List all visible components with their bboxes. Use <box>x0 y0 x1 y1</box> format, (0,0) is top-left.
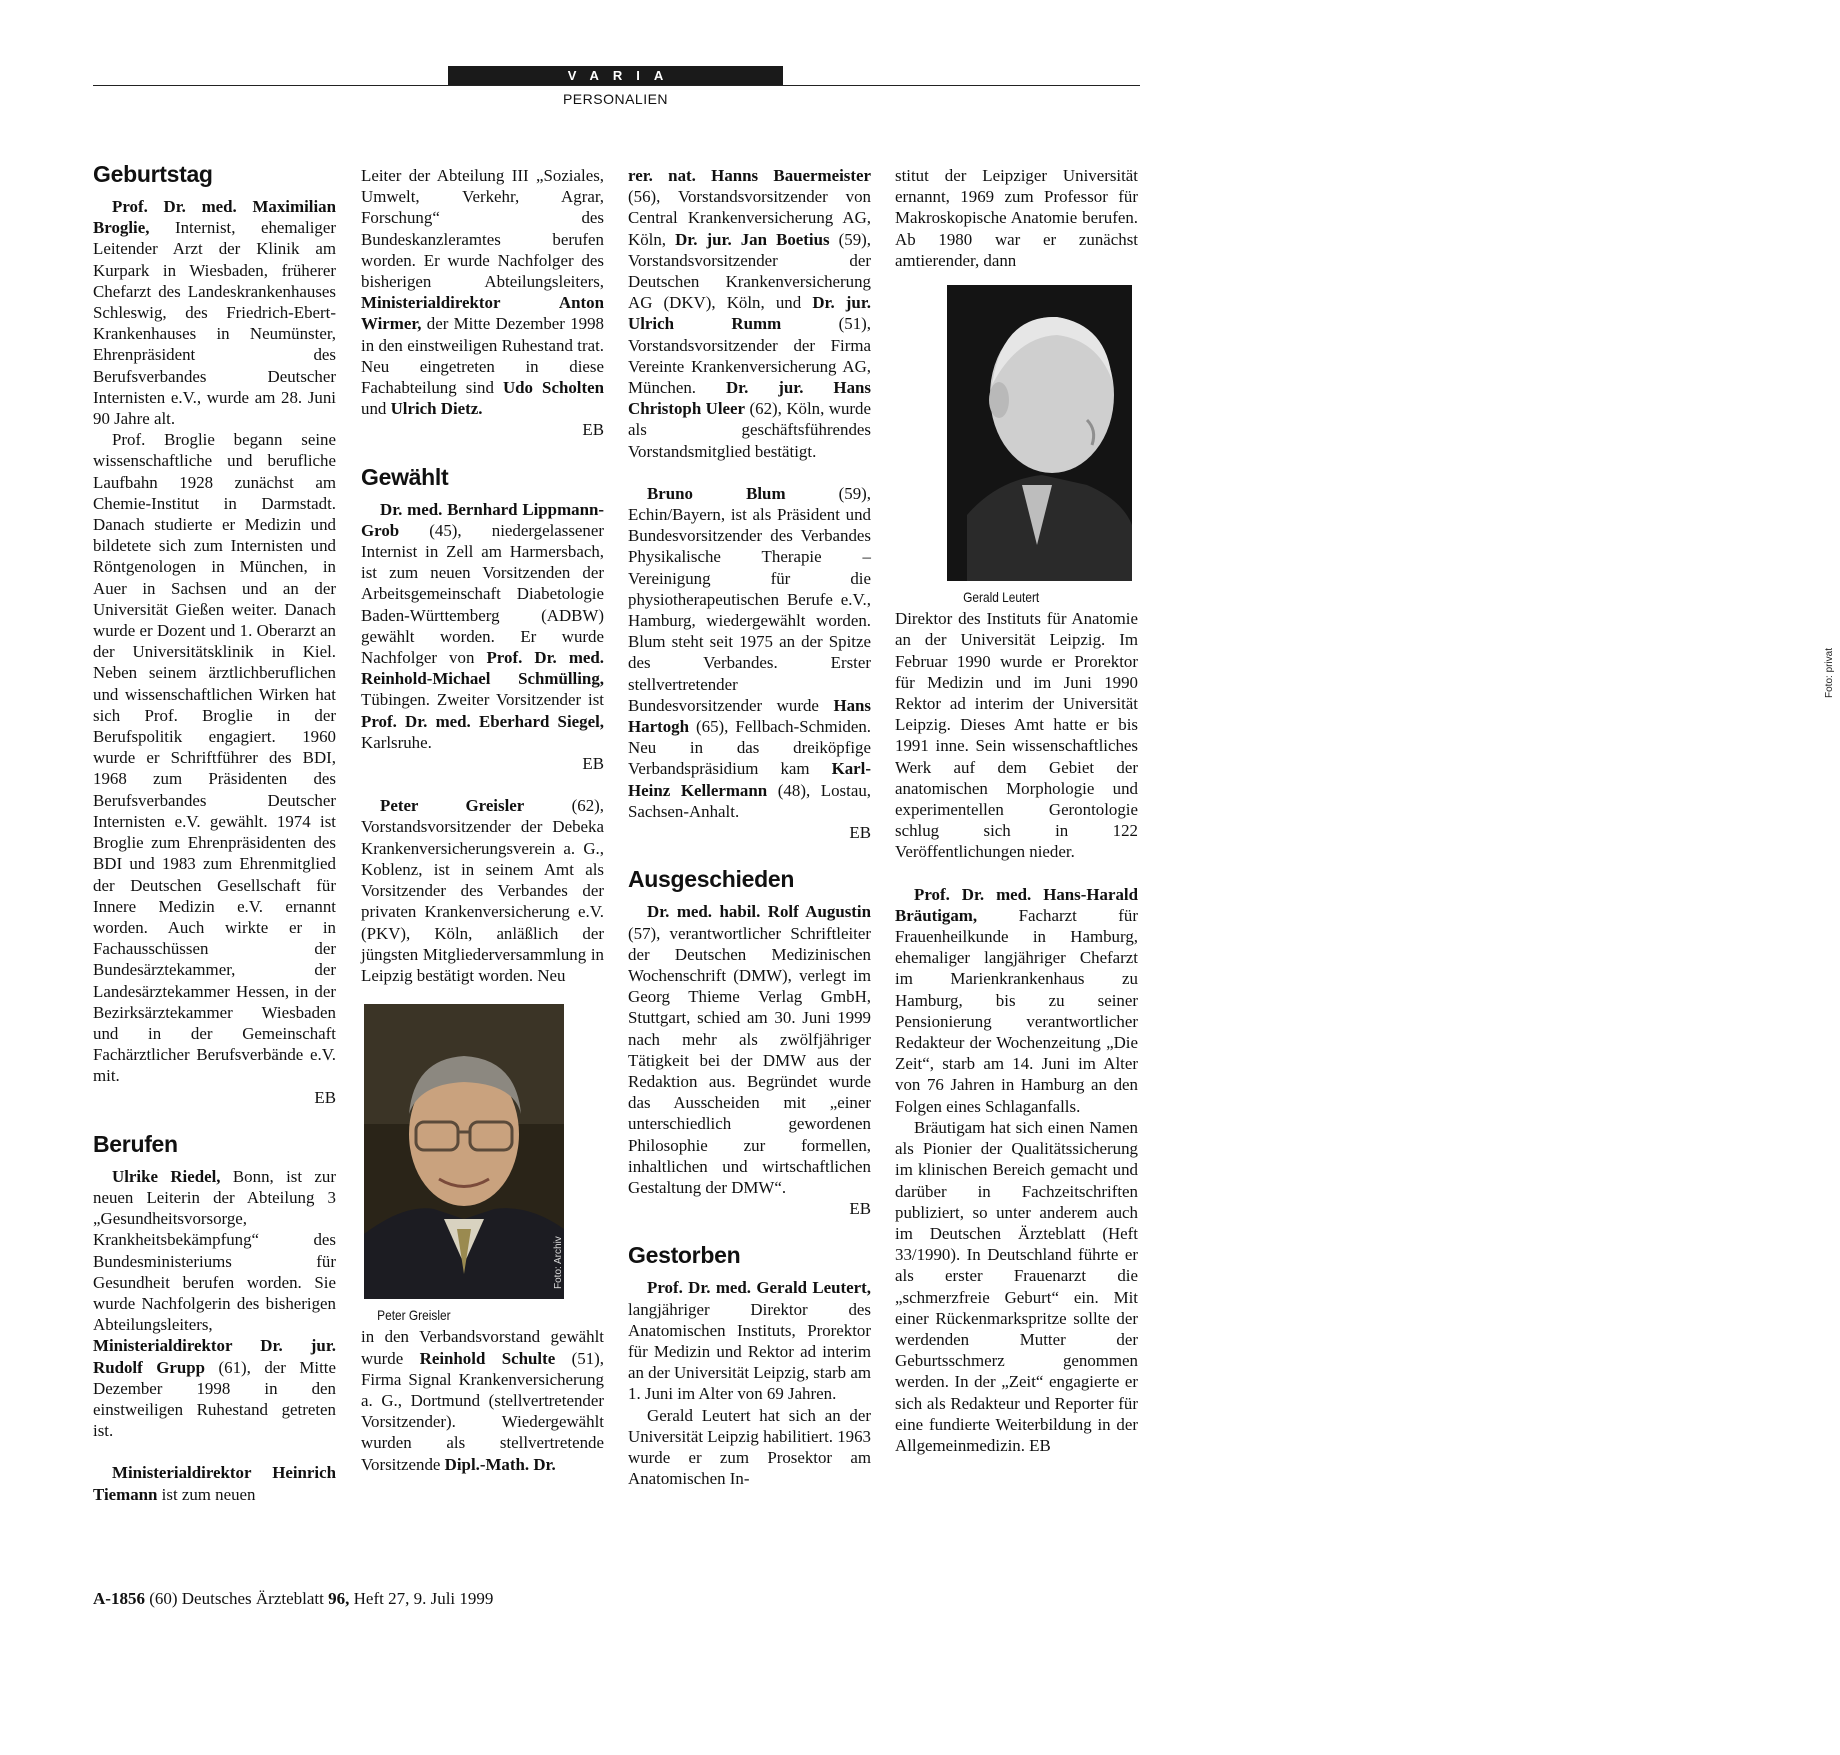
signature: EB <box>314 1087 336 1107</box>
header-rule <box>93 85 1140 86</box>
column-3 <box>628 165 871 1489</box>
paragraph: Bräutigam hat sich einen Namen als Pionier der Qualitätssicherung im klinischen Bereich gemacht und darüber in Fachzeitschriften publiziert, so unter anderem auch im Deutschen Ärzteblatt (Heft 33/1990). In Deutschland führte er als erster Frauenarzt die „schmerzfreie Geburt“ ein. Mit einer Rückenmarkspritze sollte der werdenden Mutter der Geburtsschmerz genommen werden. In der „Zeit“ engagierte er sich als Redakteur und Reporter für eine fundierte Weiterbildung in der Allgemeinmedizin. EB <box>895 1117 1138 1455</box>
heading-ausgeschieden: Ausgeschieden <box>628 866 795 893</box>
page-number: A-1856 <box>93 1589 145 1608</box>
signature: EB <box>1029 1435 1051 1455</box>
photo-caption: Peter Greisler <box>377 1307 451 1324</box>
column-4 <box>895 165 1835 1456</box>
photo-caption: Gerald Leutert <box>963 589 1040 606</box>
paragraph: in den Verbandsvorstand gewählt wurde Reinhold Schulte (51), Firma Signal Krankenversicherung a. G., Dortmund (stellvertretender Vorsitzender). Wiedergewählt wurden als stellvertretende Vorsitzende Dipl.-Math. Dr. <box>361 1327 604 1474</box>
paragraph: Prof. Dr. med. Hans-Harald Bräutigam, Facharzt für Frauenheilkunde in Hamburg, ehemaliger langjähriger Chefarzt im Marienkrankenhaus zu Hamburg, bis zu seiner Pensionierung verantwortlicher Redakteur der Wochenzeitung „Die Zeit“, starb am 14. Juni im Alter von 76 Jahren in Hamburg an den Folgen eines Schlaganfalls. <box>895 884 1138 1116</box>
paragraph: Peter Greisler (62), Vorstandsvorsitzender der Debeka Krankenversicherungsverein a. G., Koblenz, ist in seinem Amt als Vorsitzender des Verbandes der privaten Krankenversicherung e.V. (PKV), Köln, anläßlich der jüngsten Mitgliederversammlung in Leipzig bestätigt worden. Neu <box>361 796 604 985</box>
photo-credit: Foto: privat <box>1824 647 1835 698</box>
paragraph: Gerald Leutert hat sich an der Universität Leipzig habilitiert. 1963 wurde er zum Prosektor am Anatomischen In- <box>628 1405 871 1489</box>
signature: EB <box>582 754 604 774</box>
paragraph: Dr. med. habil. Rolf Augustin (57), verantwortlicher Schriftleiter der Deutschen Medizinischen Wochenschrift (DMW), verlegt im Georg Thieme Verlag GmbH, Stuttgart, schied am 30. Juni 1999 nach mehr als zwölfjähriger Tätigkeit bei der DMW aus der Redaktion aus. Begründet wurde das Ausscheiden mit „einer unterschiedlich gewordenen Philosophie zur formellen, inhaltlichen und wirtschaftlichen Gestaltung der DMW“. <box>628 902 871 1197</box>
paragraph: Prof. Broglie begann seine wissenschaftliche und berufliche Laufbahn 1928 zunächst am Chemie-Institut in Darmstadt. Danach studierte er Medizin und bildetete sich zum Internisten und Röntgenologen in München, in Auer in Sachsen und an der Universität Gießen weiter. Danach wurde er Dozent und 1. Oberarzt an der Universitätsklinik in Kiel. Neben seinem ärztlichberuflichen und wissenschaftlichen Wirken hat sich Prof. Broglie in der Berufspolitik engagiert. 1960 wurde er Schriftführer des BDI, 1968 zum Präsidenten des Berufsverbandes Deutscher Internisten e.V. gewählt. 1974 ist Broglie zum Ehrenpräsidenten des BDI und 1983 zum Ehrenmitglied der Deutschen Gesellschaft für Innere Medizin e.V. ernannt worden. Auch wirkte er in Fachausschüssen der Bundesärztekammer, der Landesärztekammer Hessen, in der Bezirksärztekammer Wiesbaden und in der Gemeinschaft Fachärztlicher Berufsverbände e.V. mit. <box>93 430 336 1086</box>
paragraph: Direktor des Instituts für Anatomie an der Universität Leipzig. Im Februar 1990 wurde er Prorektor für Medizin und im Juni 1990 Rektor ad interim der Universität Leipzig. Dieses Amt hatte er bis 1991 inne. Sein wissenschaftliches Werk auf dem Gebiet der anatomischen Morphologie und experimentellen Gerontologie schlug sich in 122 Veröffentlichungen nieder. <box>895 609 1138 862</box>
paragraph: Leiter der Abteilung III „Soziales, Umwelt, Verkehr, Agrar, Forschung“ des Bundeskanzleramtes berufen worden. Er wurde Nachfolger des bisherigen Abteilungsleiters, Ministerialdirektor Anton Wirmer, der Mitte Dezember 1998 in den einstweiligen Ruhestand trat. Neu eingetreten in diese Fachabteilung sind Udo Scholten und Ulrich Dietz. <box>361 166 604 419</box>
paragraph: stitut der Leipziger Universität ernannt, 1969 zum Professor für Makroskopische Anatomie berufen. Ab 1980 war er zunächst amtierender, dann <box>895 166 1138 270</box>
paragraph: Bruno Blum (59), Echin/Bayern, ist als Präsident und Bundesvorsitzender des Verbandes Physikalische Therapie – Vereinigung für die physiotherapeutischen Berufe e.V., Hamburg, wiedergewählt worden. Blum steht seit 1975 an der Spitze des Verbandes. Erster stellvertretender Bundesvorsitzender wurde Hans Hartogh (65), Fellbach-Schmiden. Neu in das dreiköpfige Verbandspräsidium kam Karl-Heinz Kellermann (48), Lostau, Sachsen-Anhalt. <box>628 483 871 821</box>
heading-berufen: Berufen <box>93 1130 178 1157</box>
footer-volume: 96, <box>328 1589 350 1608</box>
signature: EB <box>849 1199 871 1219</box>
column-2 <box>361 165 604 1475</box>
heading-gewaehlt: Gewählt <box>361 463 449 490</box>
paragraph: Ulrike Riedel, Bonn, ist zur neuen Leiterin der Abteilung 3 „Gesundheitsvorsorge, Krankheitsbekämpfung“ des Bundesministeriums für Gesundheit berufen worden. Sie wurde Nachfolgerin des bisherigen Abteilungsleiters, Ministerialdirektor Dr. jur. Rudolf Grupp (61), der Mitte Dezember 1998 in den einstweiligen Ruhestand getreten ist. <box>93 1166 336 1441</box>
column-1 <box>93 160 336 1505</box>
signature: EB <box>582 420 604 440</box>
paragraph: Prof. Dr. med. Maximilian Broglie, Internist, ehemaliger Leitender Arzt der Klinik am Kurpark in Wiesbaden, früherer Chefarzt des Landeskrankenhauses Schleswig, des Friedrich-Ebert-Krankenhauses in Neumünster, Ehrenpräsident des Berufsverbandes Deutscher Internisten e.V., wurde am 28. Juni 90 Jahre alt. <box>93 197 336 429</box>
paragraph: Dr. med. Bernhard Lippmann-Grob (45), niedergelassener Internist in Zell am Harmersbach, ist zum neuen Vorsitzenden der Arbeitsgemeinschaft Diabetologie Baden-Württemberg (ADBW) gewählt worden. Er wurde Nachfolger von Prof. Dr. med. Reinhold-Michael Schmülling, Tübingen. Zweiter Vorsitzender ist Prof. Dr. med. Eberhard Siegel, Karlsruhe. <box>361 499 605 752</box>
footer-issue: Heft 27, 9. Juli 1999 <box>353 1589 494 1608</box>
photo-peter-greisler <box>364 1004 564 1299</box>
paragraph: Prof. Dr. med. Gerald Leutert, langjähriger Direktor des Anatomischen Instituts, Prorektor für Medizin und Rektor ad interim an der Universität Leipzig, starb am 1. Juni im Alter von 69 Jahren. <box>628 1278 871 1404</box>
photo-credit: Foto: Archiv <box>553 1236 564 1290</box>
heading-geburtstag: Geburtstag <box>93 161 213 187</box>
footer-journal: (60) Deutsches Ärzteblatt <box>149 1589 324 1608</box>
page-footer <box>93 1589 493 1609</box>
heading-gestorben: Gestorben <box>628 1242 741 1269</box>
paragraph: rer. nat. Hanns Bauermeister (56), Vorstandsvorsitzender von Central Krankenversicherung AG, Köln, Dr. jur. Jan Boetius (59), Vorstandsvorsitzender der Deutschen Krankenversicherung AG (DKV), Köln, und Dr. jur. Ulrich Rumm (51), Vorstandsvorsitzender der Firma Vereinte Krankenversicherung AG, München. Dr. jur. Hans Christoph Uleer (62), Köln, wurde als geschäftsführendes Vorstandsmitglied bestätigt. <box>628 166 871 461</box>
subsection-title: PERSONALIEN <box>562 91 669 107</box>
section-banner: VARIA <box>448 66 783 86</box>
paragraph: Ministerialdirektor Heinrich Tiemann ist zum neuen <box>93 1463 336 1504</box>
photo-gerald-leutert <box>947 285 1132 581</box>
signature: EB <box>849 823 871 843</box>
portrait-image <box>364 1004 564 1299</box>
portrait-image <box>947 285 1132 581</box>
